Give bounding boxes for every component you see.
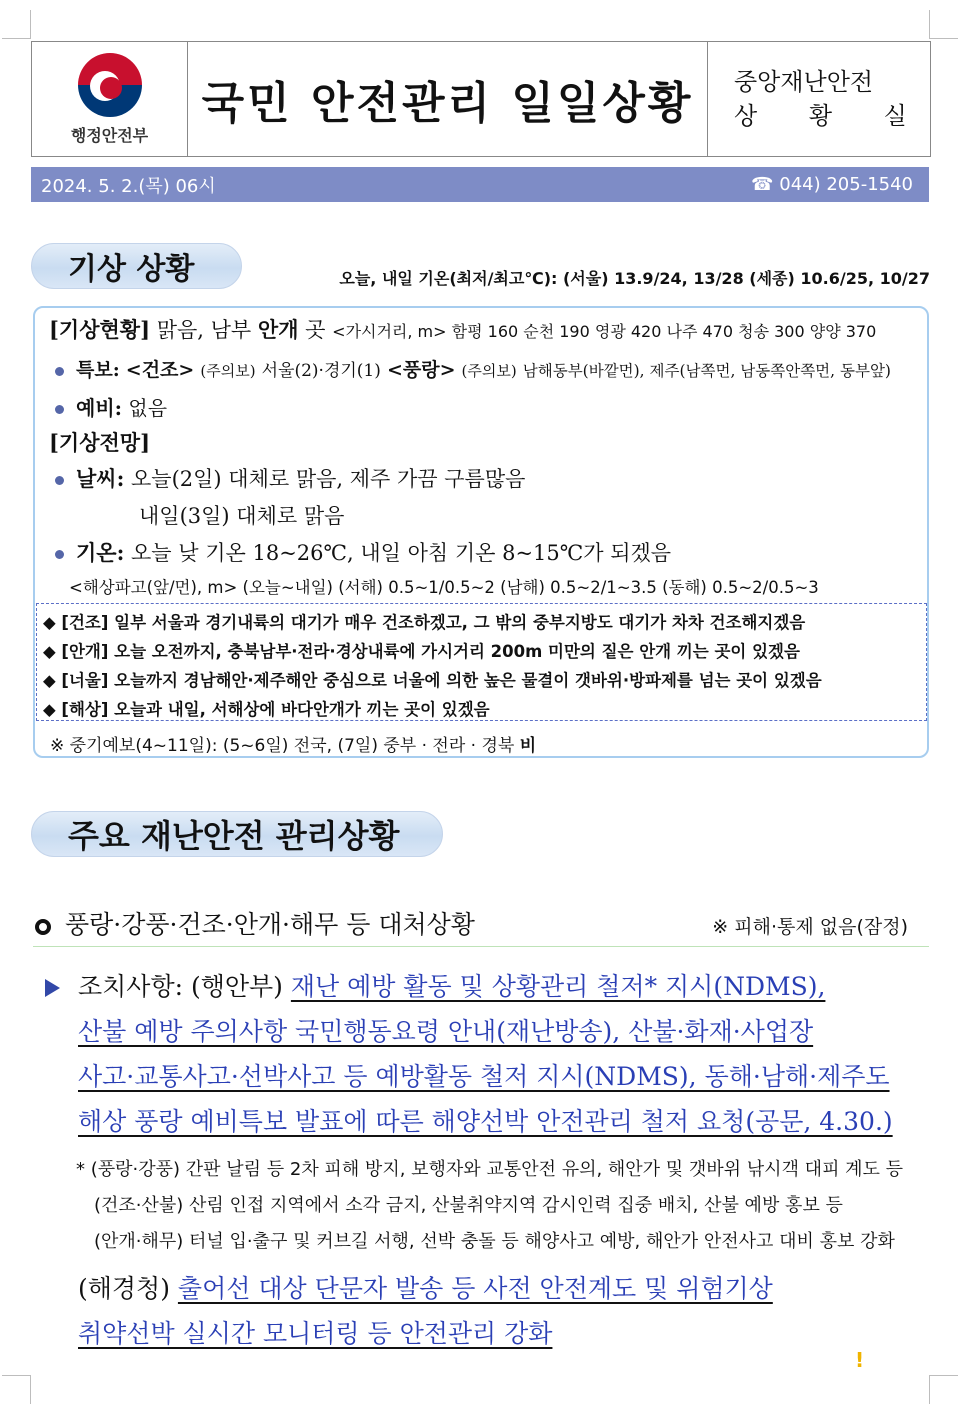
response-subsection	[35, 905, 475, 941]
detail-line: (안개·해무) 터널 입·출구 및 커브길 서행, 선박 충돌 등 해양사고 예방, 해안가 안전사고 대비 홍보 강화	[94, 1231, 895, 1252]
detail-line: (건조·산불) 산림 인접 지역에서 소각 금지, 산불취약지역 감시인력 집중 배치, 산불 예방 홍보 등	[94, 1195, 843, 1216]
midterm-forecast	[50, 731, 536, 756]
action-line-3: 사고·교통사고·선박사고 등 예방활동 철저 지시(NDMS), 동해·남해·제주도	[78, 1062, 890, 1091]
crop-mark-top-right	[929, 10, 958, 39]
wave-heights: <해상파고(앞/먼), m> (오늘~내일) (서해) 0.5~1/0.5~2 (남해) 0.5~2/1~3.5 (동해) 0.5~2/0.5~3	[69, 578, 819, 597]
action-line-2: 산불 예방 주의사항 국민행동요령 안내(재난방송), 산불·화재·사업장	[78, 1017, 814, 1046]
advisory-dry: <건조>	[125, 359, 195, 381]
detail-line: * (풍랑·강풍) 간판 날림 등 2차 피해 방지, 보행자와 교통안전 유의, 해안가 및 갯바위 낚시객 대피 계도 등	[76, 1159, 904, 1180]
current-weather	[49, 314, 876, 344]
warning-mark: !	[855, 1348, 865, 1372]
contact-phone: ☎ 044) 205-1540	[751, 174, 913, 195]
action-label: 조치사항: (행안부)	[78, 972, 283, 1001]
circle-bullet-icon	[35, 919, 51, 935]
ministry-logo-block	[32, 42, 188, 156]
bullet-icon	[55, 405, 64, 414]
page-title: 국민 안전관리 일일상황	[188, 42, 708, 156]
warning-item: ◆ [건조] 일부 서울과 경기내륙의 대기가 매우 건조하겠고, 그 밖의 중부지방도 대기가 차차 건조해지겠음	[43, 613, 806, 632]
sky-label: 날씨:	[76, 466, 125, 491]
sky-forecast-tomorrow: 내일(3일) 대체로 맑음	[139, 504, 345, 528]
temperature-forecast	[55, 537, 671, 567]
warning-item: ◆ [안개] 오늘 오전까지, 충북남부·전라·경상내륙에 가시거리 200m 미만의 짙은 안개 끼는 곳이 있겠음	[43, 642, 800, 661]
advisory-wind: <풍랑>	[386, 359, 456, 381]
midterm-rain: 비	[519, 736, 537, 756]
action-line-4: 해상 풍랑 예비특보 발표에 따른 해양선박 안전관리 철저 요청(공문, 4.30.)	[78, 1107, 893, 1136]
current-fog: 안개	[257, 317, 299, 342]
bullet-icon	[55, 476, 64, 485]
visibility-readings: <가시거리, m> 함평 160 순천 190 영광 420 나주 470 청송 300 양양 370	[332, 322, 877, 341]
preliminary-label: 예비:	[76, 396, 123, 420]
midterm-text: ※ 중기예보(4~11일): (5~6일) 전국, (7일) 중부 · 전라 · 경북	[50, 736, 515, 756]
department-line1: 중앙재난안전	[734, 68, 874, 96]
forecast-label: [기상전망]	[49, 430, 151, 455]
coast-guard-line-1	[78, 1269, 773, 1305]
temperature-summary: 오늘, 내일 기온(최저/최고℃): (서울) 13.9/24, 13/28 (세종) 10.6/25, 10/27	[339, 269, 930, 288]
action-text: 재난 예방 활동 및 상황관리 철저* 지시(NDMS),	[290, 972, 826, 1001]
damage-note: ※ 피해·통제 없음(잠정)	[712, 916, 908, 938]
coast-guard-label: (해경청)	[78, 1274, 170, 1303]
advisory-wind-regions: 남해동부(바깥먼), 제주(남쪽먼, 남동쪽안쪽먼, 동부앞)	[522, 362, 891, 380]
triangle-bullet-icon	[45, 979, 60, 997]
current-tail: 곳	[305, 318, 326, 342]
temperature-text: 오늘 낮 기온 18~26℃, 내일 아침 기온 8~15℃가 되겠음	[131, 541, 672, 565]
action-line-1	[78, 967, 825, 1003]
coast-guard-text: 출어선 대상 단문자 발송 등 사전 안전계도 및 위험기상	[177, 1274, 773, 1303]
advisory-label: 특보:	[76, 359, 120, 381]
advisory-dry-regions: 서울(2)·경기(1)	[261, 361, 381, 381]
department-line2: 상 황 실	[734, 102, 929, 130]
taegeuk-logo-icon	[78, 53, 142, 117]
ministry-name: 행정안전부	[70, 125, 149, 145]
temperature-label: 기온:	[76, 540, 125, 565]
weather-warnings-box	[36, 603, 927, 721]
coast-guard-line-2: 취약선박 실시간 모니터링 등 안전관리 강화	[78, 1319, 553, 1348]
warning-item: ◆ [해상] 오늘과 내일, 서해상에 바다안개가 끼는 곳이 있겠음	[43, 700, 490, 719]
current-text: 맑음, 남부	[156, 318, 252, 342]
document-header	[31, 41, 931, 157]
sky-forecast-today	[55, 463, 525, 493]
warning-item: ◆ [너울] 오늘까지 경남해안·제주해안 중심으로 너울에 의한 높은 물결이 갯바위·방파제를 넘는 곳이 있겠음	[43, 671, 822, 690]
divider	[33, 946, 929, 947]
advisory-wind-level: (주의보)	[461, 362, 517, 380]
report-date: 2024. 5. 2.(목) 06시	[41, 175, 216, 197]
bullet-icon	[55, 550, 64, 559]
disaster-section-title: 주요 재난안전 관리상황	[31, 811, 443, 857]
crop-mark-bottom-left	[2, 1375, 31, 1404]
advisory-line	[55, 355, 891, 382]
department-name	[708, 42, 930, 156]
preliminary-value: 없음	[128, 396, 168, 420]
current-label: [기상현황]	[49, 317, 151, 342]
response-subtitle: 풍랑·강풍·건조·안개·해무 등 대처상황	[65, 910, 475, 939]
bullet-icon	[55, 367, 64, 376]
crop-mark-bottom-right	[929, 1375, 958, 1404]
preliminary-line	[55, 392, 167, 421]
date-bar	[31, 167, 929, 202]
advisory-dry-level: (주의보)	[200, 362, 256, 380]
weather-section-title: 기상 상황	[31, 243, 242, 289]
sky-today: 오늘(2일) 대체로 맑음, 제주 가끔 구름많음	[131, 467, 526, 491]
crop-mark-top-left	[2, 10, 31, 39]
